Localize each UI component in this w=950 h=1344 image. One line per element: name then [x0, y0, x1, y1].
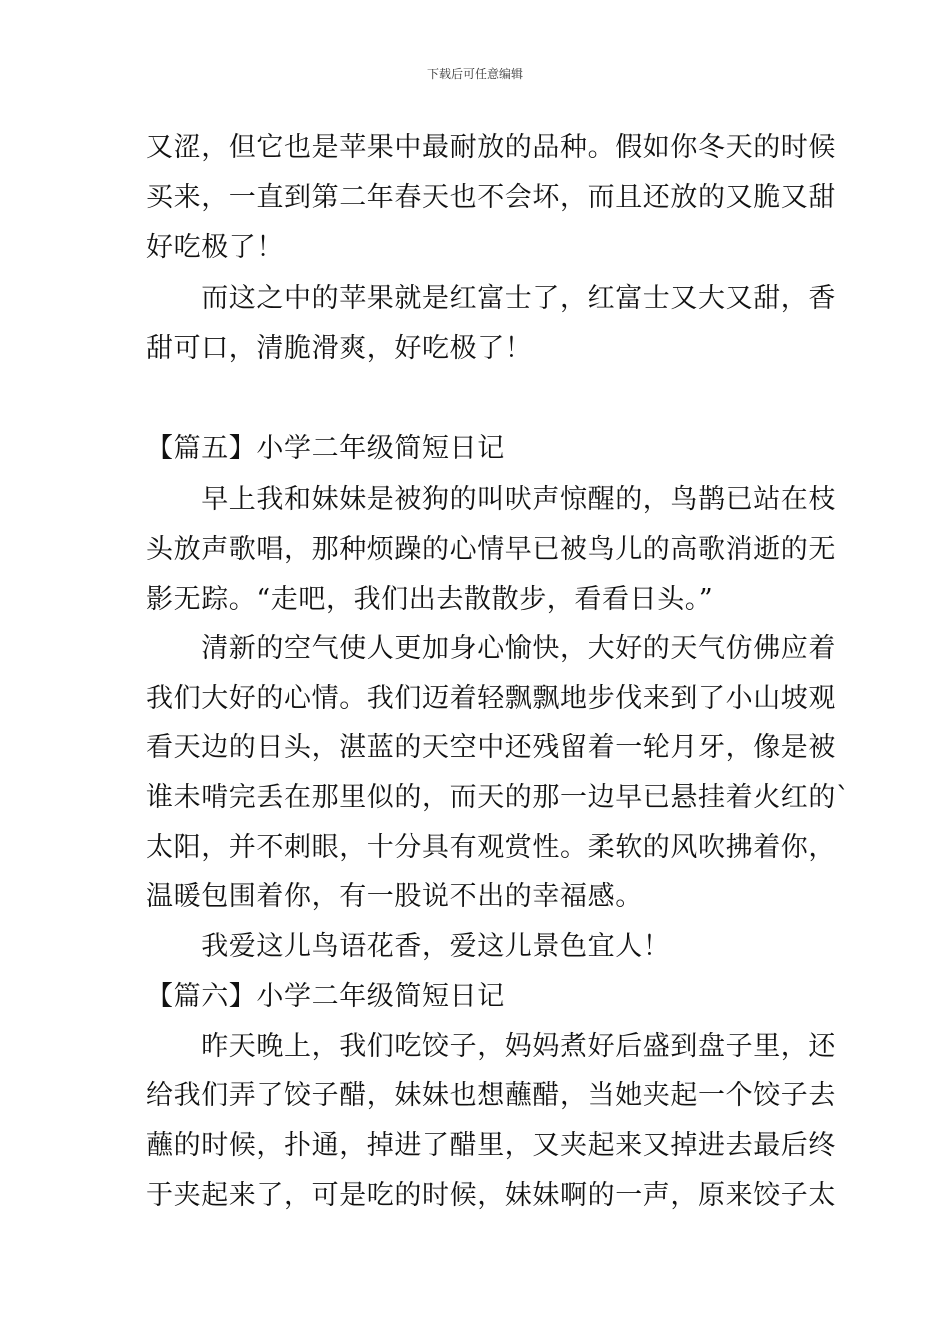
body-line: 头放声歌唱，那种烦躁的心情早已被鸟儿的高歌消逝的无 — [146, 534, 836, 565]
body-line: 又涩，但它也是苹果中最耐放的品种。假如你冬天的时候 — [146, 132, 836, 163]
body-line: 看天边的日头，湛蓝的天空中还残留着一轮月牙，像是被 — [146, 732, 836, 763]
body-line: 给我们弄了饺子醋，妹妹也想蘸醋，当她夹起一个饺子去 — [146, 1080, 836, 1111]
page-header: 下载后可任意编辑 — [426, 67, 523, 81]
section-heading: 【篇五】小学二年级简短日记 — [146, 433, 505, 464]
body-line: 于夹起来了，可是吃的时候，妹妹啊的一声，原来饺子太 — [146, 1180, 836, 1211]
body-line: 谁未啃完丢在那里似的，而天的那一边早已悬挂着火红的` — [146, 782, 851, 813]
body-line: 好吃极了！ — [146, 232, 284, 263]
body-line: 买来，一直到第二年春天也不会坏，而且还放的又脆又甜 — [146, 182, 836, 213]
body-line: 甜可口，清脆滑爽，好吃极了！ — [146, 333, 533, 364]
body-line: 我们大好的心情。我们迈着轻飘飘地步伐来到了小山坡观 — [146, 683, 836, 714]
body-line: 蘸的时候，扑通，掉进了醋里，又夹起来又掉进去最后终 — [146, 1130, 836, 1161]
body-line: 温暖包围着你，有一股说不出的幸福感。 — [146, 881, 643, 912]
body-line: 太阳，并不刺眼，十分具有观赏性。柔软的风吹拂着你， — [146, 832, 836, 863]
body-line: 清新的空气使人更加身心愉快，大好的天气仿佛应着 — [146, 633, 836, 664]
body-line: 昨天晚上，我们吃饺子，妈妈煮好后盛到盘子里，还 — [146, 1031, 836, 1062]
body-line: 影无踪。“走吧，我们出去散散步，看看日头。” — [146, 584, 714, 615]
section-heading: 【篇六】小学二年级简短日记 — [146, 981, 505, 1012]
body-line: 早上我和妹妹是被狗的叫吠声惊醒的，鸟鹊已站在枝 — [146, 484, 836, 515]
body-line: 我爱这儿鸟语花香，爱这儿景色宜人！ — [146, 931, 671, 962]
body-line: 而这之中的苹果就是红富士了，红富士又大又甜，香 — [146, 283, 836, 314]
